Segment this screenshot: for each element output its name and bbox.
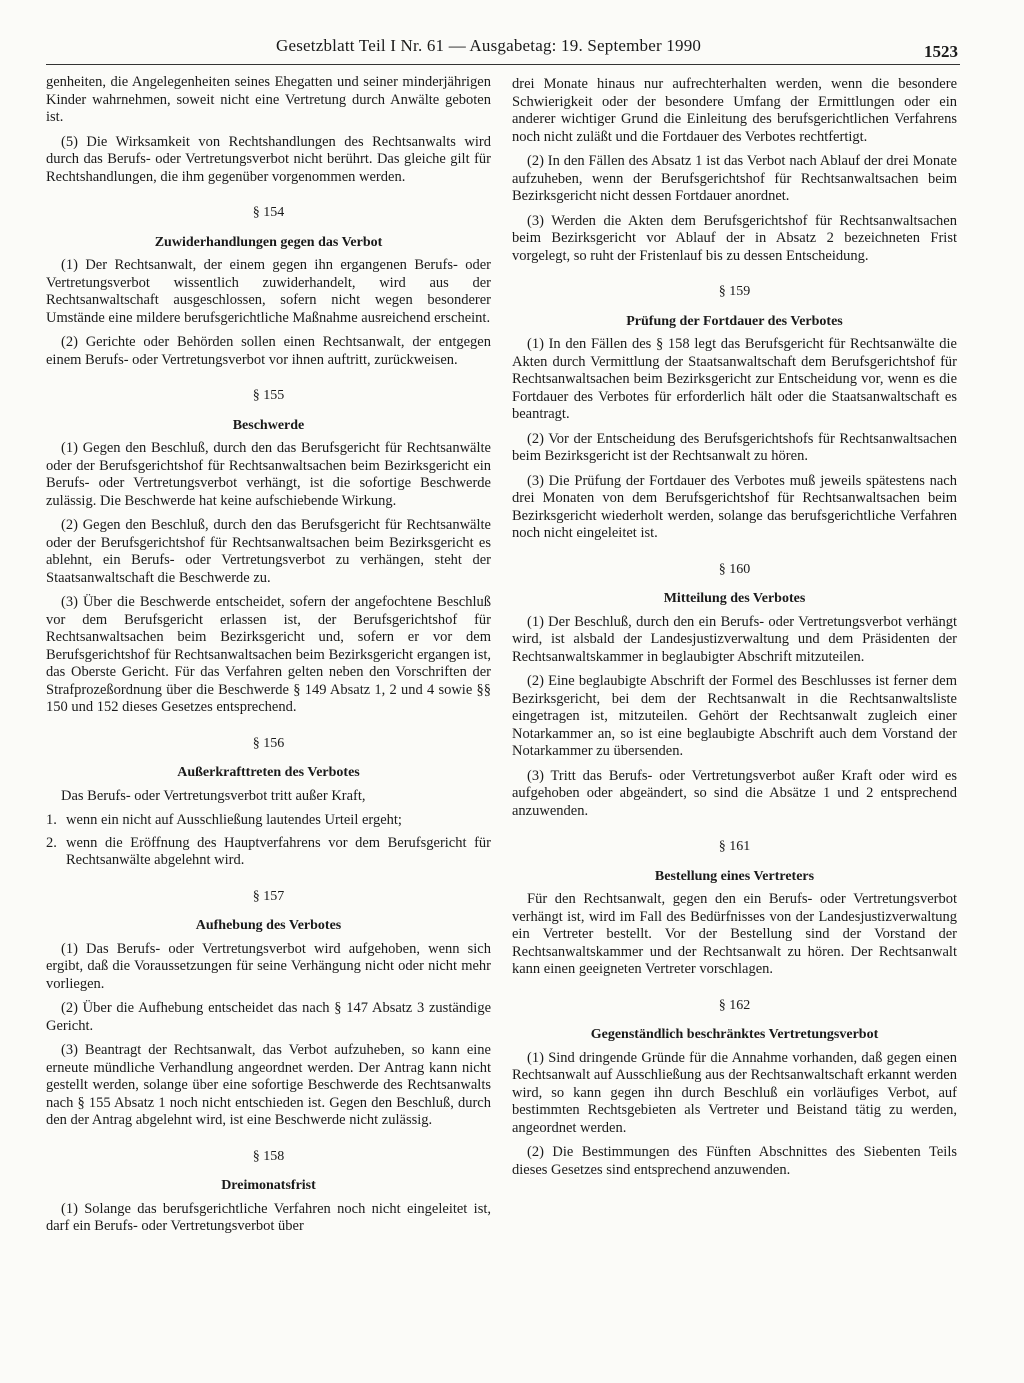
- paragraph: Für den Rechtsanwalt, gegen den ein Berufs- oder Vertretungsverbot verhängt ist, wird im Fall des Bedürfnisses von der Landesjustizverwaltung ein Vertreter bestellt. Vor der Bestellung sind der Vorstand der Rechtsanwaltskammer und der Rechtsanwalt zu hören. Der Rechtsanwalt kann einen geeigneten Vertreter vorschlagen.: [512, 891, 957, 977]
- section-number: § 158: [252, 1148, 285, 1164]
- paragraph: (2) Über die Aufhebung entscheidet das nach § 147 Absatz 3 zuständige Gericht.: [46, 1000, 491, 1034]
- list-item: [46, 812, 491, 830]
- section-number: § 154: [252, 205, 285, 220]
- section-number: § 159: [718, 284, 751, 299]
- section-title: Dreimonatsfrist: [221, 1178, 316, 1193]
- paragraph: (3) Tritt das Berufs- oder Vertretungsverbot außer Kraft oder wird es aufgehoben oder abgeändert, so sind die Absätze 1 und 2 entsprechend anzuwenden.: [512, 767, 957, 819]
- paragraph: (1) Das Berufs- oder Vertretungsverbot wird aufgehoben, wenn sich ergibt, daß die Voraussetzungen für seine Verhängung nicht oder nicht mehr vorliegen.: [46, 940, 491, 992]
- section-title: Prüfung der Fortdauer des Verbotes: [626, 313, 843, 329]
- section-heading-155: [46, 387, 491, 434]
- section-title: Aufhebung des Verbotes: [195, 918, 342, 933]
- list-item-number: 1.: [46, 812, 57, 828]
- section-heading-157: [46, 888, 491, 935]
- section-title: Außerkrafttreten des Verbotes: [177, 765, 360, 780]
- paragraph: (1) Der Beschluß, durch den ein Berufs- oder Vertretungsverbot verhängt wird, ist alsbald der Landesjustizverwaltung und dem Präsidenten der Rechtsanwaltskammer in beglaubigter Abschrift mitzuteilen.: [512, 613, 957, 665]
- section-number: § 160: [718, 561, 751, 577]
- section-heading-161: [512, 838, 957, 885]
- page-header: [46, 30, 960, 65]
- section-heading-158: [46, 1148, 491, 1195]
- list-item-text: wenn die Eröffnung des Hauptverfahrens vor dem Berufsgericht für Rechtsanwälte abgelehnt wird.: [66, 834, 491, 868]
- header-title: Gesetzblatt Teil I Nr. 61 — Ausgabetag: 19. September 1990: [276, 36, 702, 55]
- paragraph: (3) Die Prüfung der Fortdauer des Verbotes muß jeweils spätestens nach drei Monaten von dem Berufsgerichtshof für Rechtsanwaltsachen beim Bezirksgericht wiederholt werden, solange das berufsgerichtliche Verfahren noch nicht eingeleitet ist.: [512, 472, 957, 541]
- section-title: Beschwerde: [232, 417, 305, 433]
- section-heading-162: [512, 997, 957, 1044]
- page-number: 1523: [924, 42, 958, 61]
- left-column: [46, 74, 491, 1243]
- paragraph: (1) Solange das berufsgerichtliche Verfahren noch nicht eingeleitet ist, darf ein Berufs- oder Vertretungsverbot über: [46, 1200, 491, 1234]
- section-number: § 162: [718, 997, 751, 1013]
- list-item-number: 2.: [46, 834, 57, 851]
- paragraph: (3) Werden die Akten dem Berufsgerichtshof für Rechtsanwaltsachen beim Bezirksgericht vor Ablauf der in Absatz 2 bezeichneten Frist vorgelegt, so ruht der Fristenlauf bis zu dessen Entscheidung.: [512, 212, 957, 264]
- list-item: [46, 835, 491, 870]
- section-heading-160: [512, 561, 957, 608]
- section-title: Bestellung eines Vertreters: [654, 868, 815, 884]
- paragraph: (1) In den Fällen des § 158 legt das Berufsgericht für Rechtsanwälte die Akten durch Vermittlung der Staatsanwaltschaft dem Berufsgerichtshof für Rechtsanwaltsachen beim Bezirksgericht zur Entscheidung vor, wenn es die Fortdauer des Verbotes für erforderlich hält oder die Staatsanwaltschaft es beantragt.: [512, 336, 957, 422]
- section-number: § 161: [718, 839, 751, 854]
- section-title: Mitteilung des Verbotes: [663, 591, 806, 606]
- numbered-list: [46, 812, 491, 870]
- section-number: § 157: [252, 888, 285, 904]
- section-number: § 156: [252, 735, 285, 751]
- paragraph: drei Monate hinaus nur aufrechterhalten werden, wenn die besondere Schwierigkeit oder der besondere Umfang der Ermittlungen oder ein anderer wichtiger Grund die Einleitung des berufsgerichtlichen Verfahrens noch nicht zuläßt und die Fortdauer des Verbotes rechtfertigt.: [512, 76, 957, 145]
- paragraph: (2) Die Bestimmungen des Fünften Abschnittes des Siebenten Teils dieses Gesetzes sind entsprechend anzuwenden.: [512, 1144, 957, 1178]
- paragraph: (2) In den Fällen des Absatz 1 ist das Verbot nach Ablauf der drei Monate aufzuheben, wenn der Berufsgerichtshof für Rechtsanwaltsachen beim Bezirksgericht nicht dessen Fortdauer anordnet.: [512, 153, 957, 204]
- paragraph: (1) Gegen den Beschluß, durch den das Berufsgericht für Rechtsanwälte oder der Berufsgerichtshof für Rechtsanwaltsachen beim Bezirksgericht ein Berufs- oder Vertretungsverbot verhängt, ist die sofortige Beschwerde zulässig. Die Beschwerde hat keine aufschiebende Wirkung.: [46, 440, 491, 509]
- paragraph: (1) Der Rechtsanwalt, der einem gegen ihn ergangenen Berufs- oder Vertretungsverbot wissentlich zuwiderhandelt, wird aus der Rechtsanwaltschaft ausgeschlossen, sofern nicht wegen besonderer Umstände eine mildere berufsgerichtliche Maßnahme ausreichend erscheint.: [46, 257, 491, 326]
- paragraph: genheiten, die Angelegenheiten seines Ehegatten und seiner minderjährigen Kinder wahrnehmen, soweit nicht eine Vertretung durch Anwälte geboten ist.: [46, 74, 491, 125]
- paragraph: (3) Über die Beschwerde entscheidet, sofern der angefochtene Beschluß vor dem Berufsgericht erlassen ist, der Berufsgerichtshof für Rechtsanwaltsachen beim Bezirksgericht und, sofern er vor dem Berufsgerichtshof für Rechtsanwaltsachen beim Bezirksgericht ergangen ist, das Oberste Gericht. Für das Verfahren gelten neben den Vorschriften der Strafprozeßordnung über die Beschwerde § 149 Absatz 1, 2 und 4 sowie §§ 150 und 152 dieses Gesetzes entsprechend.: [46, 594, 491, 715]
- paragraph: (1) Sind dringende Gründe für die Annahme vorhanden, daß gegen einen Rechtsanwalt auf Ausschließung aus der Rechtsanwaltschaft erkannt werden wird, so kann gegen ihn durch Beschluß ein vorläufiges Verbot, auf bestimmten Rechtsgebieten als Vertreter und Beistand tätig zu werden, angeordnet werden.: [512, 1049, 957, 1136]
- right-column: [512, 76, 957, 1186]
- paragraph: (2) Eine beglaubigte Abschrift der Formel des Beschlusses ist ferner dem Bezirksgericht, bei dem der Rechtsanwalt in die Rechtsanwaltsliste eingetragen ist, mitzuteilen. Gehört der Rechtsanwalt zugleich einer Notarkammer an, so ist eine beglaubigte Abschrift auch dem Vorstand der Notarkammer zu übersenden.: [512, 673, 957, 759]
- section-heading-154: [46, 204, 491, 251]
- section-title: Gegenständlich beschränktes Vertretungsverbot: [590, 1027, 879, 1042]
- paragraph: (2) Vor der Entscheidung des Berufsgerichtshofs für Rechtsanwaltsachen beim Bezirksgericht ist der Rechtsanwalt zu hören.: [512, 430, 957, 464]
- list-item-text: wenn ein nicht auf Ausschließung lautendes Urteil ergeht;: [66, 812, 402, 828]
- paragraph: (5) Die Wirksamkeit von Rechtshandlungen des Rechtsanwalts wird durch das Berufs- oder Vertretungsverbot nicht berührt. Das gleiche gilt für Rechtshandlungen, die ihm gegenüber vorgenommen werden.: [46, 133, 491, 185]
- section-heading-159: [512, 283, 957, 330]
- paragraph: Das Berufs- oder Vertretungsverbot tritt außer Kraft,: [61, 787, 366, 804]
- section-title: Zuwiderhandlungen gegen das Verbot: [154, 234, 383, 250]
- paragraph: (2) Gerichte oder Behörden sollen einen Rechtsanwalt, der entgegen einem Berufs- oder Vertretungsverbot vor ihnen auftritt, zurückweisen.: [46, 334, 491, 368]
- paragraph: (2) Gegen den Beschluß, durch den das Berufsgericht für Rechtsanwälte oder der Berufsgerichtshof für Rechtsanwaltsachen beim Bezirksgericht es ablehnt, ein Berufs- oder Vertretungsverbot zu verhängen, steht der Staatsanwaltschaft die Beschwerde zu.: [46, 517, 491, 586]
- section-heading-156: [46, 735, 491, 782]
- paragraph: (3) Beantragt der Rechtsanwalt, das Verbot aufzuheben, so kann eine erneute mündliche Verhandlung angeordnet werden. Der Antrag kann nicht gestellt werden, solange über eine sofortige Beschwerde des Rechtsanwalts nach § 155 Absatz 1 noch nicht entschieden ist. Gegen den Beschluß, durch den der Antrag abgelehnt wird, ist eine Beschwerde nicht zulässig.: [46, 1042, 491, 1128]
- section-number: § 155: [252, 388, 285, 403]
